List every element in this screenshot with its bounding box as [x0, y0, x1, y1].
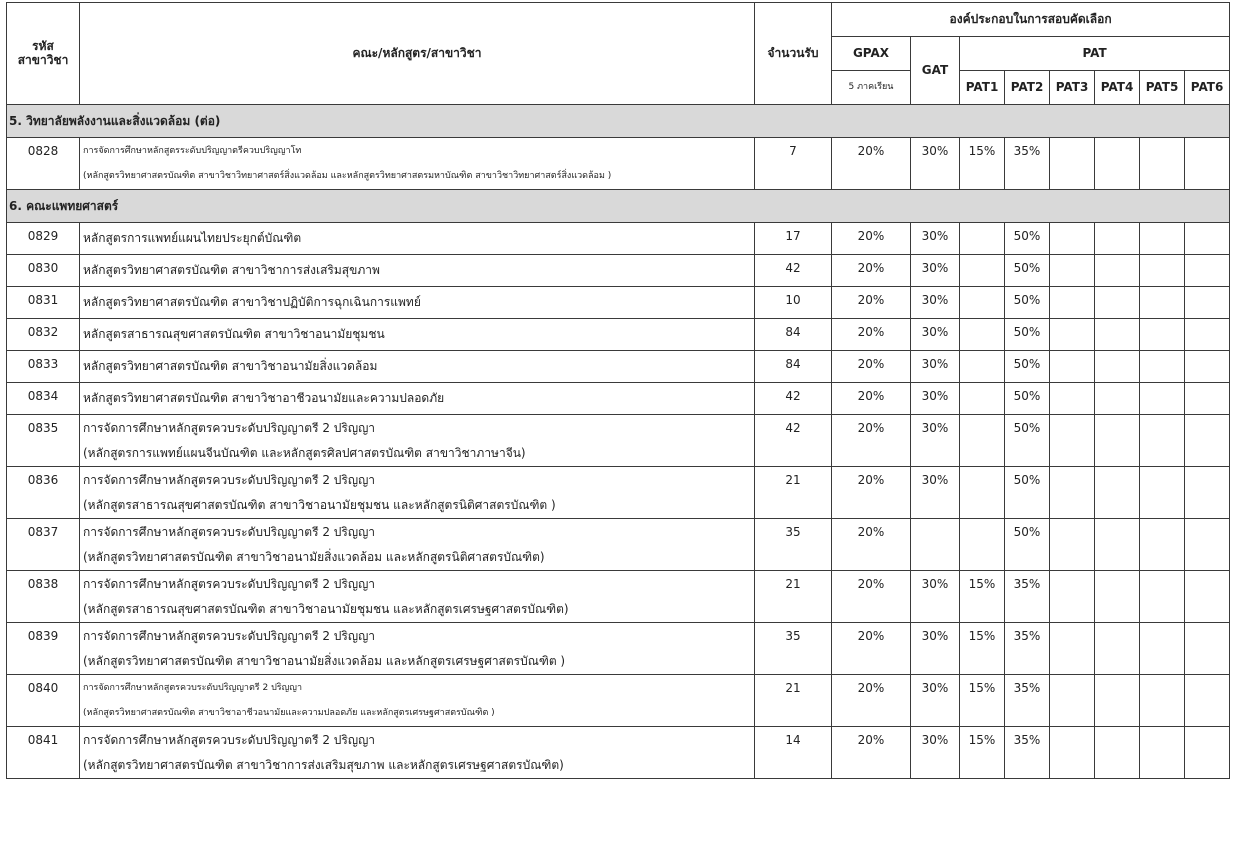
pat5-value [1140, 571, 1185, 623]
pat6-value [1185, 415, 1230, 467]
program-name-line1: การจัดการศึกษาหลักสูตรควบระดับปริญญาตรี 2 ปริญญา [83, 525, 376, 539]
program-name-cell [80, 255, 755, 287]
table-row [7, 571, 1230, 623]
header-pat2: PAT2 [1005, 71, 1050, 105]
pat6-value [1185, 623, 1230, 675]
program-name-cell [80, 623, 755, 675]
pat4-value [1095, 383, 1140, 415]
pat2-value: 50% [1005, 383, 1050, 415]
gpax-value: 20% [832, 467, 911, 519]
header-pat: PAT [960, 37, 1230, 71]
program-name-line2: (หลักสูตรสาธารณสุขศาสตรบัณฑิต สาขาวิชาอนามัยชุมชน และหลักสูตรนิติศาสตรบัณฑิต ) [83, 498, 556, 512]
pat1-value [960, 383, 1005, 415]
section-title: 5. วิทยาลัยพลังงานและสิ่งแวดล้อม (ต่อ) [7, 105, 1230, 138]
pat3-value [1050, 223, 1095, 255]
pat3-value [1050, 519, 1095, 571]
gpax-value: 20% [832, 623, 911, 675]
header-pat4: PAT4 [1095, 71, 1140, 105]
table-row [7, 519, 1230, 571]
gat-value: 30% [911, 727, 960, 779]
table-row [7, 223, 1230, 255]
pat4-value [1095, 255, 1140, 287]
program-code: 0833 [7, 351, 80, 383]
program-name-cell [80, 519, 755, 571]
gpax-value: 20% [832, 319, 911, 351]
gpax-value: 20% [832, 255, 911, 287]
program-name-cell [80, 675, 755, 727]
program-name-line2: (หลักสูตรวิทยาศาสตรบัณฑิต สาขาวิชาวิทยาศาสตร์สิ่งแวดล้อม และหลักสูตรวิทยาศาสตรมหาบัณฑิต สาขาวิชาวิทยาศาสตร์สิ่งแวดล้อม ) [83, 171, 612, 181]
program-name-line1: การจัดการศึกษาหลักสูตรควบระดับปริญญาตรี 2 ปริญญา [83, 629, 376, 643]
seats-value: 84 [755, 351, 832, 383]
pat5-value [1140, 319, 1185, 351]
header-code-line2: สาขาวิชา [17, 52, 69, 67]
pat1-value: 15% [960, 727, 1005, 779]
seats-value: 42 [755, 255, 832, 287]
program-name-cell [80, 138, 755, 190]
table-row [7, 675, 1230, 727]
header-pat3: PAT3 [1050, 71, 1095, 105]
table-row [7, 467, 1230, 519]
header-gat: GAT [911, 37, 960, 105]
gat-value: 30% [911, 223, 960, 255]
program-name-cell [80, 467, 755, 519]
pat4-value [1095, 623, 1140, 675]
seats-value: 84 [755, 319, 832, 351]
pat4-value [1095, 727, 1140, 779]
program-code: 0836 [7, 467, 80, 519]
pat6-value [1185, 255, 1230, 287]
pat1-value [960, 255, 1005, 287]
table-row [7, 415, 1230, 467]
program-code: 0831 [7, 287, 80, 319]
program-code: 0839 [7, 623, 80, 675]
header-gpax: GPAX [832, 37, 911, 71]
pat2-value: 50% [1005, 287, 1050, 319]
pat2-value: 35% [1005, 571, 1050, 623]
pat3-value [1050, 571, 1095, 623]
program-code: 0841 [7, 727, 80, 779]
pat2-value: 50% [1005, 415, 1050, 467]
admission-table-container [6, 2, 1230, 779]
pat6-value [1185, 727, 1230, 779]
table-row [7, 319, 1230, 351]
table-body [7, 105, 1230, 779]
pat2-value: 50% [1005, 519, 1050, 571]
program-code: 0829 [7, 223, 80, 255]
program-name-cell [80, 571, 755, 623]
gat-value: 30% [911, 287, 960, 319]
program-name-line1: การจัดการศึกษาหลักสูตรควบระดับปริญญาตรี 2 ปริญญา [83, 733, 376, 747]
pat1-value [960, 287, 1005, 319]
pat6-value [1185, 287, 1230, 319]
pat2-value: 35% [1005, 138, 1050, 190]
pat4-value [1095, 319, 1140, 351]
seats-value: 17 [755, 223, 832, 255]
pat3-value [1050, 727, 1095, 779]
pat4-value [1095, 467, 1140, 519]
pat5-value [1140, 223, 1185, 255]
seats-value: 14 [755, 727, 832, 779]
pat5-value [1140, 623, 1185, 675]
pat3-value [1050, 287, 1095, 319]
pat3-value [1050, 467, 1095, 519]
seats-value: 35 [755, 519, 832, 571]
program-name-line1: หลักสูตรสาธารณสุขศาสตรบัณฑิต สาขาวิชาอนามัยชุมชน [83, 327, 385, 341]
program-code: 0840 [7, 675, 80, 727]
header-seats: จำนวนรับ [755, 3, 832, 105]
gat-value: 30% [911, 351, 960, 383]
program-code: 0837 [7, 519, 80, 571]
pat2-value: 50% [1005, 223, 1050, 255]
pat4-value [1095, 287, 1140, 319]
program-code: 0828 [7, 138, 80, 190]
program-name-cell [80, 415, 755, 467]
gat-value: 30% [911, 383, 960, 415]
header-pat5: PAT5 [1140, 71, 1185, 105]
pat2-value: 50% [1005, 351, 1050, 383]
program-name-line2: (หลักสูตรสาธารณสุขศาสตรบัณฑิต สาขาวิชาอนามัยชุมชน และหลักสูตรเศรษฐศาสตรบัณฑิต) [83, 602, 569, 616]
program-name-line1: หลักสูตรวิทยาศาสตรบัณฑิต สาขาวิชาอาชีวอนามัยและความปลอดภัย [83, 391, 445, 405]
pat5-value [1140, 415, 1185, 467]
seats-value: 7 [755, 138, 832, 190]
header-components: องค์ประกอบในการสอบคัดเลือก [832, 3, 1230, 37]
pat1-value [960, 351, 1005, 383]
section-header-row [7, 105, 1230, 138]
pat4-value [1095, 519, 1140, 571]
gpax-value: 20% [832, 383, 911, 415]
gat-value: 30% [911, 138, 960, 190]
program-name-cell [80, 319, 755, 351]
seats-value: 10 [755, 287, 832, 319]
pat3-value [1050, 351, 1095, 383]
gpax-value: 20% [832, 675, 911, 727]
pat2-value: 35% [1005, 727, 1050, 779]
table-row [7, 623, 1230, 675]
program-name-line1: การจัดการศึกษาหลักสูตรควบระดับปริญญาตรี 2 ปริญญา [83, 421, 376, 435]
gat-value: 30% [911, 571, 960, 623]
program-code: 0832 [7, 319, 80, 351]
program-name-line1: หลักสูตรวิทยาศาสตรบัณฑิต สาขาวิชาการส่งเสริมสุขภาพ [83, 263, 380, 277]
header-pat1: PAT1 [960, 71, 1005, 105]
program-name-cell [80, 223, 755, 255]
pat6-value [1185, 223, 1230, 255]
pat6-value [1185, 383, 1230, 415]
pat1-value: 15% [960, 675, 1005, 727]
program-name-line1: การจัดการศึกษาหลักสูตรควบระดับปริญญาตรี 2 ปริญญา [83, 683, 303, 693]
header-code [7, 3, 80, 105]
table-row [7, 727, 1230, 779]
program-name-line2: (หลักสูตรวิทยาศาสตรบัณฑิต สาขาวิชาการส่งเสริมสุขภาพ และหลักสูตรเศรษฐศาสตรบัณฑิต) [83, 758, 564, 772]
table-row [7, 351, 1230, 383]
pat1-value: 15% [960, 623, 1005, 675]
pat1-value [960, 519, 1005, 571]
gat-value: 30% [911, 675, 960, 727]
table-row [7, 287, 1230, 319]
gpax-value: 20% [832, 519, 911, 571]
seats-value: 42 [755, 415, 832, 467]
gpax-value: 20% [832, 223, 911, 255]
header-code-line1: รหัส [32, 38, 54, 53]
pat5-value [1140, 467, 1185, 519]
pat5-value [1140, 138, 1185, 190]
pat1-value [960, 223, 1005, 255]
gpax-value: 20% [832, 727, 911, 779]
pat3-value [1050, 319, 1095, 351]
table-row [7, 383, 1230, 415]
gat-value: 30% [911, 467, 960, 519]
program-name-line1: การจัดการศึกษาหลักสูตรควบระดับปริญญาตรี 2 ปริญญา [83, 473, 376, 487]
table-row [7, 255, 1230, 287]
pat4-value [1095, 415, 1140, 467]
pat5-value [1140, 675, 1185, 727]
pat1-value [960, 415, 1005, 467]
pat2-value: 50% [1005, 319, 1050, 351]
program-name-line2: (หลักสูตรวิทยาศาสตรบัณฑิต สาขาวิชาอาชีวอนามัยและความปลอดภัย และหลักสูตรเศรษฐศาสตรบัณฑิต ) [83, 708, 495, 718]
seats-value: 42 [755, 383, 832, 415]
pat5-value [1140, 383, 1185, 415]
seats-value: 21 [755, 467, 832, 519]
gpax-value: 20% [832, 138, 911, 190]
pat3-value [1050, 138, 1095, 190]
program-name-line2: (หลักสูตรวิทยาศาสตรบัณฑิต สาขาวิชาอนามัยสิ่งแวดล้อม และหลักสูตรเศรษฐศาสตรบัณฑิต ) [83, 654, 566, 668]
program-name-cell [80, 383, 755, 415]
admission-table [6, 2, 1230, 779]
header-pat6: PAT6 [1185, 71, 1230, 105]
pat6-value [1185, 467, 1230, 519]
program-name-cell [80, 727, 755, 779]
gat-value: 30% [911, 623, 960, 675]
seats-value: 35 [755, 623, 832, 675]
section-header-row [7, 190, 1230, 223]
gpax-value: 20% [832, 415, 911, 467]
seats-value: 21 [755, 675, 832, 727]
program-name-line1: หลักสูตรการแพทย์แผนไทยประยุกต์บัณฑิต [83, 231, 302, 245]
gpax-value: 20% [832, 287, 911, 319]
pat4-value [1095, 223, 1140, 255]
pat2-value: 50% [1005, 467, 1050, 519]
pat4-value [1095, 351, 1140, 383]
gat-value: 30% [911, 415, 960, 467]
pat3-value [1050, 675, 1095, 727]
program-name-line2: (หลักสูตรวิทยาศาสตรบัณฑิต สาขาวิชาอนามัยสิ่งแวดล้อม และหลักสูตรนิติศาสตรบัณฑิต) [83, 550, 545, 564]
gat-value: 30% [911, 255, 960, 287]
pat4-value [1095, 138, 1140, 190]
pat1-value: 15% [960, 571, 1005, 623]
pat3-value [1050, 383, 1095, 415]
gat-value [911, 519, 960, 571]
table-row [7, 138, 1230, 190]
program-code: 0838 [7, 571, 80, 623]
pat6-value [1185, 138, 1230, 190]
program-code: 0835 [7, 415, 80, 467]
pat2-value: 50% [1005, 255, 1050, 287]
pat5-value [1140, 287, 1185, 319]
header-program: คณะ/หลักสูตร/สาขาวิชา [80, 3, 755, 105]
program-name-line1: หลักสูตรวิทยาศาสตรบัณฑิต สาขาวิชาปฏิบัติการฉุกเฉินการแพทย์ [83, 295, 421, 309]
pat5-value [1140, 519, 1185, 571]
pat2-value: 35% [1005, 623, 1050, 675]
pat5-value [1140, 255, 1185, 287]
pat3-value [1050, 623, 1095, 675]
program-name-line1: หลักสูตรวิทยาศาสตรบัณฑิต สาขาวิชาอนามัยสิ่งแวดล้อม [83, 359, 378, 373]
pat1-value: 15% [960, 138, 1005, 190]
pat3-value [1050, 255, 1095, 287]
pat4-value [1095, 571, 1140, 623]
pat5-value [1140, 727, 1185, 779]
pat4-value [1095, 675, 1140, 727]
pat2-value: 35% [1005, 675, 1050, 727]
gpax-value: 20% [832, 571, 911, 623]
pat6-value [1185, 675, 1230, 727]
program-name-line1: การจัดการศึกษาหลักสูตรควบระดับปริญญาตรี 2 ปริญญา [83, 577, 376, 591]
pat1-value [960, 467, 1005, 519]
table-header [7, 3, 1230, 105]
program-name-line2: (หลักสูตรการแพทย์แผนจีนบัณฑิต และหลักสูตรศิลปศาสตรบัณฑิต สาขาวิชาภาษาจีน) [83, 446, 526, 460]
pat6-value [1185, 519, 1230, 571]
header-gpax-sub: 5 ภาคเรียน [832, 71, 911, 105]
pat1-value [960, 319, 1005, 351]
pat3-value [1050, 415, 1095, 467]
program-code: 0830 [7, 255, 80, 287]
pat5-value [1140, 351, 1185, 383]
pat6-value [1185, 571, 1230, 623]
program-name-cell [80, 351, 755, 383]
section-title: 6. คณะแพทยศาสตร์ [7, 190, 1230, 223]
gpax-value: 20% [832, 351, 911, 383]
program-name-cell [80, 287, 755, 319]
program-code: 0834 [7, 383, 80, 415]
pat6-value [1185, 351, 1230, 383]
seats-value: 21 [755, 571, 832, 623]
program-name-line1: การจัดการศึกษาหลักสูตรระดับปริญญาตรีควบปริญญาโท [83, 146, 302, 156]
pat6-value [1185, 319, 1230, 351]
gat-value: 30% [911, 319, 960, 351]
